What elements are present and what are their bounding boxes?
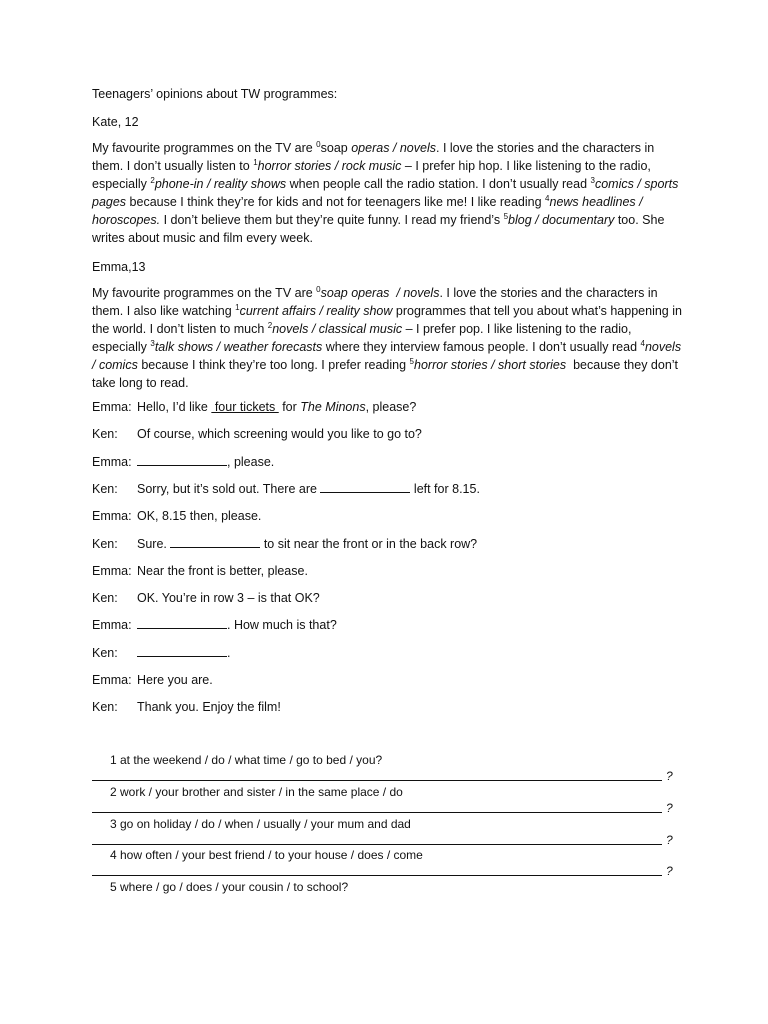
speaker-label: Ken: (92, 427, 118, 442)
kate-heading: Kate, 12 (92, 115, 139, 129)
speaker-label: Ken: (92, 645, 118, 660)
dialog-text: Sorry, but it’s sold out. There are (137, 481, 321, 496)
dialog-line (92, 398, 416, 416)
dialog-line (92, 535, 477, 553)
question-mark: ? (666, 832, 673, 847)
dialog-text: , please. (227, 454, 275, 469)
speaker-label: Emma: (92, 454, 132, 469)
emma-heading: Emma,13 (92, 260, 146, 274)
dialog-line (92, 671, 213, 689)
dialog-text: OK. You’re in row 3 – is that OK? (137, 591, 320, 606)
example-answer: four tickets (211, 400, 279, 414)
answer-blank[interactable] (170, 535, 260, 548)
dialog-text: Sure. (137, 536, 171, 551)
speaker-label: Ken: (92, 481, 118, 496)
dialog-text: Hello, I’d like (137, 400, 212, 414)
dialog-text: Here you are. (137, 673, 213, 687)
answer-blank[interactable] (137, 616, 227, 629)
exercise-prompt: 2 work / your brother and sister / in the same place / do (110, 784, 403, 799)
dialog-line (92, 453, 274, 471)
speaker-label: Emma: (92, 618, 132, 633)
worksheet-title: Teenagers’ opinions about TW programmes: (92, 87, 338, 101)
speaker-label: Ken: (92, 591, 118, 606)
dialog-text: left for 8.15. (410, 481, 480, 496)
dialog-text: . (227, 645, 231, 660)
speaker-label: Ken: (92, 536, 118, 551)
dialog-text: Of course, which screening would you like to go to? (137, 427, 422, 442)
dialog-line (92, 507, 261, 525)
speaker-label: Emma: (92, 509, 132, 524)
answer-blank[interactable] (137, 644, 227, 657)
dialog-line (92, 480, 480, 498)
emma-paragraph: My favourite programmes on the TV are $^0$soap operas / novels. I love the stories and the characters in them. I also like watching $^1$current affairs / reality show programmes that tell you about what’s happening in the world. I don’t listen to much $^2$novels / classical music – I prefer pop. I like listening to the radio, especially $^3$talk shows / weather forecasts where they interview famous people. I don’t usually read $^4$novels / comics because I think they’re too long. I prefer reading $^5$horror stories / short stories because they don’t take long to read. (92, 284, 682, 390)
exercise-prompt: 4 how often / your best friend / to your house / does / come (110, 848, 423, 863)
dialog-text: Near the front is better, please. (137, 563, 308, 578)
dialog-line (92, 425, 422, 443)
kate-paragraph: My favourite programmes on the TV are $^0$soap operas / novels. I love the stories and the characters in them. I don’t usually listen to $^1$horror stories / rock music – I prefer hip hop. I like listening to the radio, especially $^2$phone-in / reality shows when people call the radio station. I don’t usually read $^3$comics / sports pages because I think they’re for kids and not for teenagers like me! I like reading $^4$news headlines / horoscopes. I don’t believe them but they’re quite funny. I read my friend’s $^5$blog / documentary too. She writes about music and film every week. (92, 139, 679, 245)
dialog-line (92, 616, 337, 634)
exercise-prompt: 1 at the weekend / do / what time / go to bed / you? (110, 753, 383, 767)
film-title: The Minons (300, 400, 366, 414)
dialog-text: . How much is that? (227, 618, 337, 633)
dialog-text: OK, 8.15 then, please. (137, 509, 262, 524)
answer-blank[interactable] (320, 480, 410, 493)
dialog-line (92, 698, 281, 716)
answer-blank[interactable] (137, 453, 227, 466)
speaker-label: Emma: (92, 563, 132, 578)
dialog-text: , please? (365, 400, 417, 414)
answer-line[interactable] (92, 812, 662, 813)
dialog-text: to sit near the front or in the back row? (260, 536, 478, 551)
speaker-label: Emma: (92, 400, 132, 414)
speaker-label: Emma: (92, 673, 132, 687)
dialog-text: for (278, 400, 301, 414)
dialog-line (92, 562, 308, 580)
question-mark: ? (666, 800, 673, 815)
dialog-line (92, 589, 320, 607)
speaker-label: Ken: (92, 700, 118, 715)
exercise-prompt: 5 where / go / does / your cousin / to school? (110, 880, 349, 895)
question-mark: ? (666, 769, 673, 783)
answer-line[interactable] (92, 844, 662, 845)
dialog-line (92, 644, 230, 662)
answer-line[interactable] (92, 780, 662, 781)
question-mark: ? (666, 864, 673, 879)
dialog-text: Thank you. Enjoy the film! (137, 700, 281, 715)
exercise-prompt: 3 go on holiday / do / when / usually / your mum and dad (110, 816, 411, 831)
answer-line[interactable] (92, 875, 662, 876)
